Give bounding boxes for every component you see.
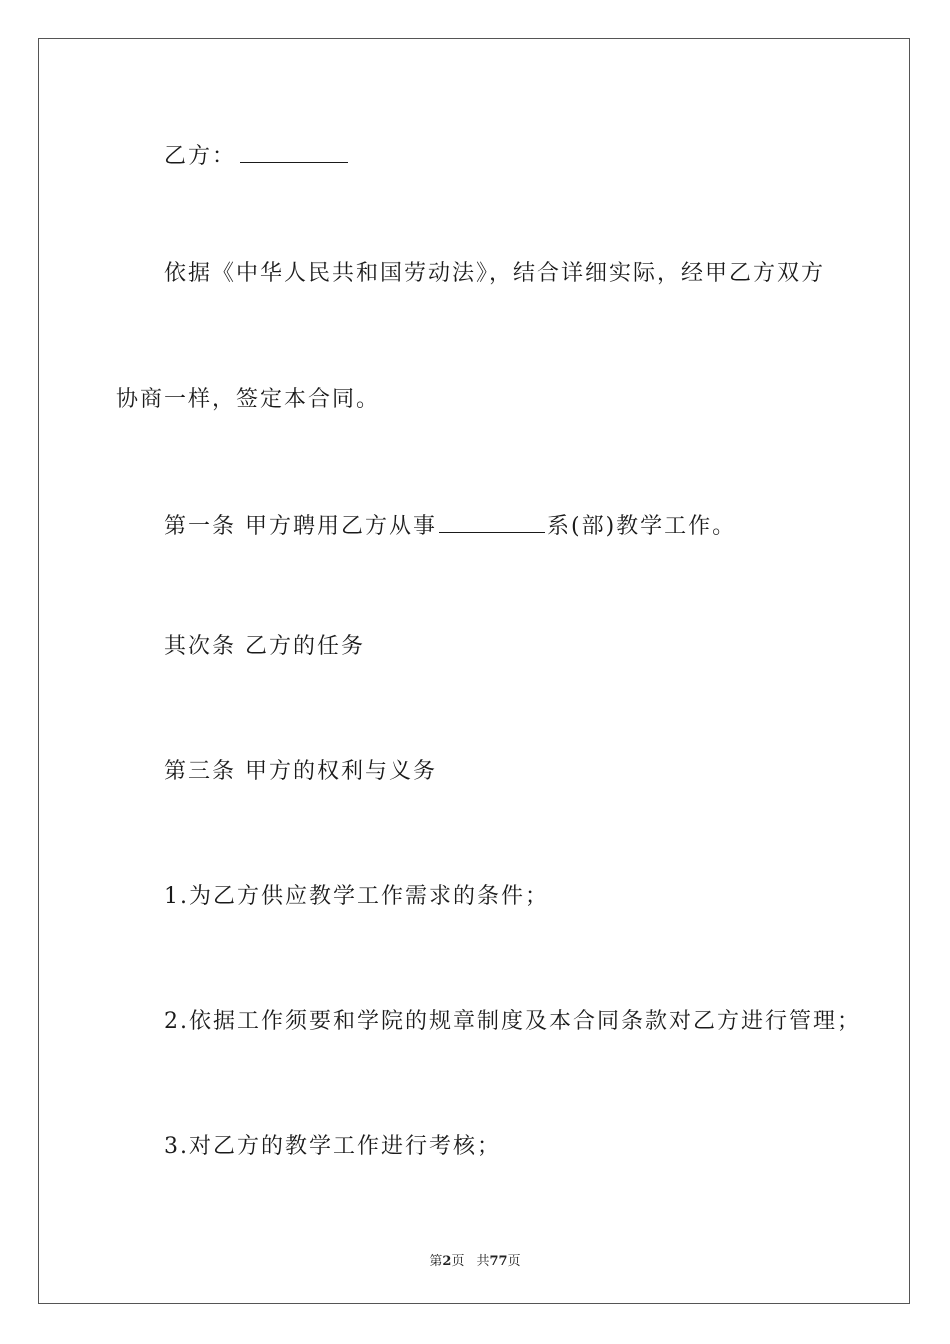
intro-line-1: 依据《中华人民共和国劳动法》，结合详细实际，经甲乙方双方	[164, 261, 826, 286]
page-prefix: 第	[429, 1254, 443, 1269]
total-pages: 77	[489, 1254, 508, 1269]
page-footer	[0, 1250, 950, 1269]
intro-line-2: 协商一样，签定本合同。	[116, 387, 381, 412]
total-suffix: 页	[507, 1254, 521, 1269]
list-item-2: 2.依据工作须要和学院的规章制度及本合同条款对乙方进行管理；	[164, 1009, 861, 1034]
page-border	[38, 38, 910, 1304]
total-prefix: 共	[476, 1254, 490, 1269]
party-b-label: 乙方：	[164, 144, 237, 169]
list-item-3: 3.对乙方的教学工作进行考核；	[164, 1134, 501, 1159]
article-2-heading: 其次条 乙方的任务	[164, 634, 365, 659]
page-suffix: 页	[451, 1254, 465, 1269]
party-b-line	[164, 142, 348, 168]
article-1-text-before: 第一条 甲方聘用乙方从事	[164, 514, 437, 539]
article-3-heading: 第三条 甲方的权利与义务	[164, 759, 437, 784]
list-item-1: 1.为乙方供应教学工作需求的条件；	[164, 884, 549, 909]
page-number: 2	[442, 1254, 452, 1269]
article-1	[164, 512, 736, 538]
department-blank-field	[439, 512, 545, 533]
party-b-blank-field	[240, 142, 348, 163]
article-1-text-after: 系(部)教学工作。	[547, 514, 737, 539]
